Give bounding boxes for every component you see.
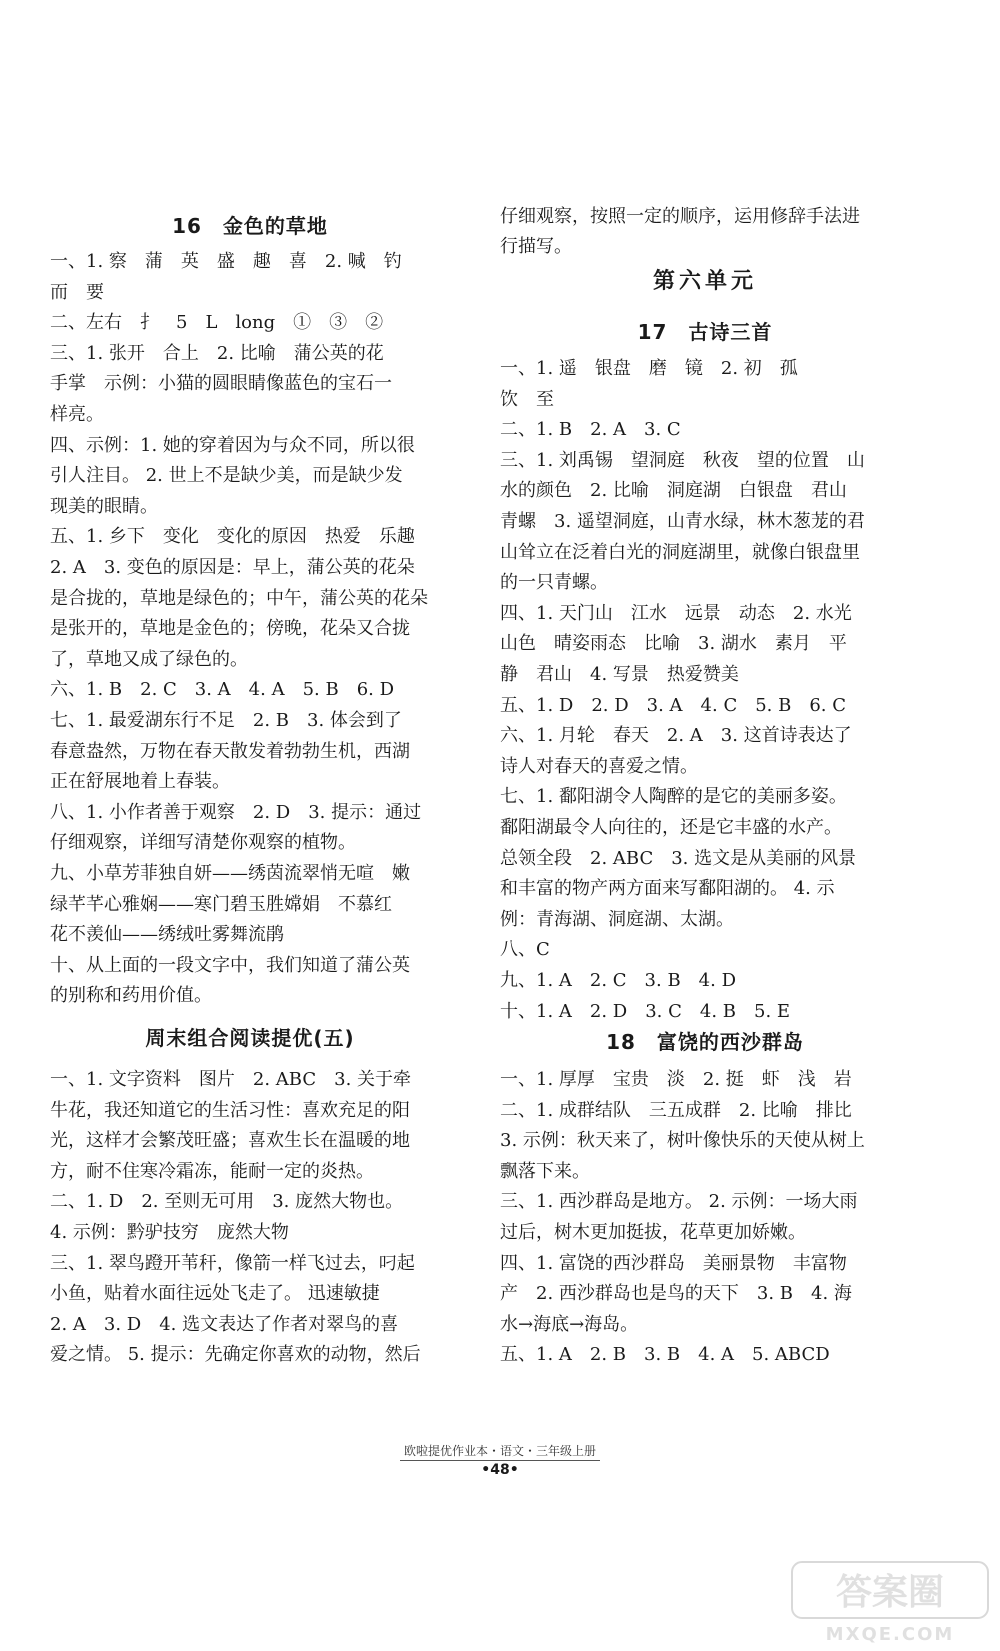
answer-line: 小鱼，贴着水面往远处飞走了。 迅速敏捷 — [50, 1283, 380, 1305]
answer-line: 三、1. 刘禹锡 望洞庭 秋夜 望的位置 山 — [500, 449, 865, 471]
answer-line: 2. A 3. 变色的原因是：早上，蒲公英的花朵 — [50, 557, 415, 578]
answer-line: 正在舒展地着上春装。 — [50, 771, 230, 793]
lesson-18-title: 18 富饶的西沙群岛 — [606, 1030, 804, 1054]
answer-line: 和丰富的物产两方面来写鄱阳湖的。 4. 示 — [500, 878, 835, 900]
answer-line: 一、1. 察 蒲 英 盛 趣 喜 2. 喊 钓 — [50, 251, 402, 272]
answer-line: 山色 晴姿雨态 比喻 3. 湖水 素月 平 — [500, 633, 847, 655]
answer-line: 行描写。 — [500, 236, 572, 257]
answer-line: 饮 至 — [500, 388, 554, 410]
answer-line: 四、1. 天门山 江水 远景 动态 2. 水光 — [500, 602, 852, 624]
answer-line: 春意盎然，万物在春天散发着勃勃生机，西湖 — [50, 740, 410, 762]
answer-line: 仔细观察，按照一定的顺序，运用修辞手法进 — [500, 206, 860, 227]
answer-line: 而 要 — [50, 281, 104, 303]
answer-line: 一、1. 文字资料 图片 2. ABC 3. 关于牵 — [50, 1069, 412, 1090]
answer-line: 3. 示例：秋天来了，树叶像快乐的天使从树上 — [500, 1130, 865, 1152]
answer-line: 牛花，我还知道它的生活习性：喜欢充足的阳 — [50, 1099, 410, 1121]
answer-line: 三、1. 西沙群岛是地方。 2. 示例：一场大雨 — [500, 1191, 858, 1213]
answer-line: 二、左右 扌 5 L long ① ③ ② — [50, 312, 384, 334]
answer-line: 水→海底→海岛。 — [500, 1313, 639, 1335]
answer-line: 的一只青螺。 — [500, 572, 608, 594]
answer-line: 现美的眼睛。 — [50, 495, 158, 517]
answer-line: 十、1. A 2. D 3. C 4. B 5. E — [500, 1000, 791, 1022]
lesson-17-title: 17 古诗三首 — [637, 320, 773, 344]
answer-line: 十、从上面的一段文字中，我们知道了蒲公英 — [50, 954, 410, 976]
answer-line: 光，这样才会繁茂旺盛；喜欢生长在温暖的地 — [50, 1130, 410, 1152]
answer-line: 手掌 示例：小猫的圆眼睛像蓝色的宝石一 — [50, 373, 392, 395]
answer-line: 静 君山 4. 写景 热爱赞美 — [500, 664, 739, 685]
answer-line: 五、1. 乡下 变化 变化的原因 热爱 乐趣 — [50, 526, 415, 548]
answer-line: 仔细观察，详细写清楚你观察的植物。 — [50, 832, 356, 854]
watermark-url: MXQE.COM — [825, 1624, 955, 1645]
answer-line: 引人注目。 2. 世上不是缺少美，而是缺少发 — [50, 465, 403, 487]
answer-line: 一、1. 遥 银盘 磨 镜 2. 初 孤 — [500, 358, 798, 379]
answer-line: 青螺 3. 遥望洞庭，山青水绿，林木葱茏的君 — [500, 511, 865, 532]
answer-line: 例：青海湖、洞庭湖、太湖。 — [500, 908, 734, 930]
answer-line: 七、1. 最爱湖东行不足 2. B 3. 体会到了 — [50, 710, 402, 731]
unit-six-title: 第六单元 — [652, 269, 757, 294]
answer-line: 二、1. B 2. A 3. C — [500, 419, 681, 441]
answer-line: 是合拢的，草地是绿色的；中午，蒲公英的花朵 — [50, 587, 428, 609]
answer-line: 鄱阳湖最令人向往的，还是它丰盛的水产。 — [500, 817, 842, 838]
answer-line: 一、1. 厚厚 宝贵 淡 2. 挺 虾 浅 岩 — [500, 1069, 852, 1090]
answer-line: 四、1. 富饶的西沙群岛 美丽景物 丰富物 — [500, 1252, 847, 1274]
answer-line: 九、1. A 2. C 3. B 4. D — [500, 970, 737, 991]
answer-line: 产 2. 西沙群岛也是鸟的天下 3. B 4. 海 — [500, 1283, 852, 1305]
answer-line: 花不羡仙——绣绒吐雾舞流鹃 — [50, 924, 284, 946]
answer-line: 方，耐不住寒冷霜冻，能耐一定的炎热。 — [50, 1160, 374, 1182]
answer-line: 二、1. 成群结队 三五成群 2. 比喻 排比 — [500, 1099, 852, 1121]
answer-line: 诗人对春天的喜爱之情。 — [500, 755, 698, 777]
weekend-reading-title: 周末组合阅读提优(五) — [145, 1026, 355, 1050]
answer-line: 的别称和药用价值。 — [50, 985, 212, 1007]
site-watermark-logo — [790, 1560, 990, 1645]
answer-line: 飘落下来。 — [500, 1160, 590, 1182]
answer-line: 水的颜色 2. 比喻 洞庭湖 白银盘 君山 — [500, 480, 847, 502]
answer-line: 六、1. 月轮 春天 2. A 3. 这首诗表达了 — [500, 725, 852, 747]
answer-line: 五、1. A 2. B 3. B 4. A 5. ABCD — [500, 1344, 830, 1366]
answer-line: 是张开的，草地是金色的；傍晚，花朵又合拢 — [50, 618, 410, 640]
answer-line: 二、1. D 2. 至则无可用 3. 庞然大物也。 — [50, 1191, 404, 1213]
answer-line: 八、C — [500, 939, 550, 961]
watermark-title: 答案圈 — [835, 1572, 945, 1613]
answer-line: 山耸立在泛着白光的洞庭湖里，就像白银盘里 — [500, 541, 860, 563]
page-number: •48• — [481, 1462, 519, 1478]
lesson-16-title: 16 金色的草地 — [172, 214, 328, 238]
answer-line: 过后，树木更加挺拔，花草更加娇嫩。 — [500, 1222, 806, 1243]
answer-line: 三、1. 翠鸟蹬开苇秆，像箭一样飞过去，叼起 — [50, 1252, 415, 1274]
answer-line: 了，草地又成了绿色的。 — [50, 648, 248, 670]
answer-line: 总领全段 2. ABC 3. 选文是从美丽的风景 — [500, 847, 857, 869]
answer-line: 六、1. B 2. C 3. A 4. A 5. B 6. D — [50, 679, 395, 701]
answer-line: 八、1. 小作者善于观察 2. D 3. 提示：通过 — [50, 801, 422, 823]
answer-line: 九、小草芳菲独自妍——绣茵流翠悄无喧 嫩 — [50, 863, 410, 884]
book-series-footer: 欧啦提优作业本・语文・三年级上册 — [403, 1444, 596, 1458]
answer-line: 七、1. 鄱阳湖令人陶醉的是它的美丽多姿。 — [500, 786, 847, 808]
answer-line: 四、示例：1. 她的穿着因为与众不同，所以很 — [50, 434, 415, 456]
footer-divider — [400, 1460, 600, 1461]
answer-line: 三、1. 张开 合上 2. 比喻 蒲公英的花 — [50, 342, 384, 364]
answer-line: 爱之情。 5. 提示：先确定你喜欢的动物，然后 — [50, 1344, 421, 1366]
answer-line: 五、1. D 2. D 3. A 4. C 5. B 6. C — [500, 694, 847, 716]
answer-line: 2. A 3. D 4. 选文表达了作者对翠鸟的喜 — [50, 1313, 399, 1335]
answer-line: 4. 示例：黔驴技穷 庞然大物 — [50, 1222, 289, 1243]
answer-line: 绿芊芊心雅娴——寒门碧玉胜嫦娟 不慕红 — [50, 893, 392, 915]
answer-line: 样亮。 — [50, 404, 104, 425]
